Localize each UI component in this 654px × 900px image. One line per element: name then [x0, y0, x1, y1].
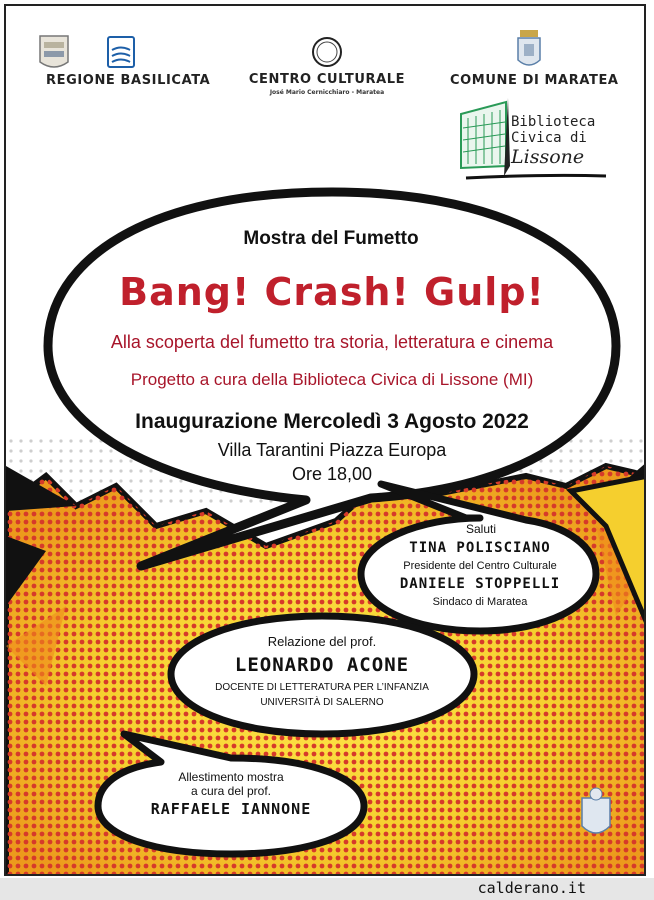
event-title: Bang! Crash! Gulp! [119, 270, 545, 314]
biblioteca-line1: Biblioteca [511, 114, 596, 130]
saluti-speaker1-name: TINA POLISCIANO [409, 540, 551, 556]
relazione-heading: Relazione del prof. [267, 634, 377, 649]
regione-coat-of-arms-icon [40, 36, 68, 67]
saluti-speaker1-role: Presidente del Centro Culturale [403, 560, 557, 572]
allestimento-name: RAFFAELE IANNONE [150, 800, 312, 818]
centro-culturale-label: CENTRO CULTURALE [248, 72, 406, 87]
centro-culturale-logo-icon [313, 38, 341, 66]
allestimento-line2: a cura del prof. [190, 784, 272, 798]
comune-coat-of-arms-icon [518, 30, 540, 65]
allestimento-line1: Allestimento mostra [178, 770, 284, 784]
regione-label: REGIONE BASILICATA [46, 73, 211, 88]
event-inauguration: Inaugurazione Mercoledì 3 Agosto 2022 [135, 410, 529, 433]
poster [4, 4, 646, 876]
biblioteca-logo-text [511, 114, 595, 168]
footer-site-link[interactable]: calderano.it [477, 879, 586, 897]
event-label: Mostra del Fumetto [243, 228, 419, 249]
centro-culturale-subtitle: José Mario Cernicchiaro - Maratea [269, 89, 385, 96]
saluti-heading: Saluti [465, 522, 497, 536]
event-venue: Villa Tarantini Piazza Europa [217, 440, 447, 460]
relazione-role1: DOCENTE DI LETTERATURA PER L’INFANZIA [215, 682, 429, 693]
relazione-name: LEONARDO ACONE [234, 654, 410, 676]
footer-bar [0, 878, 654, 900]
comune-label: COMUNE DI MARATEA [450, 73, 619, 88]
event-subtitle: Alla scoperta del fumetto tra storia, letteratura e cinema [110, 332, 554, 352]
event-time: Ore 18,00 [291, 464, 373, 484]
biblioteca-line3: Lissone [511, 146, 585, 168]
relazione-role2: UNIVERSITÀ DI SALERNO [260, 697, 384, 708]
saluti-speaker2-name: DANIELE STOPPELLI [399, 576, 561, 592]
regione-flag-icon [108, 37, 134, 67]
event-project: Progetto a cura della Biblioteca Civica di Lissone (MI) [130, 370, 534, 389]
biblioteca-line2: Civica di [511, 130, 587, 146]
saluti-speaker2-role: Sindaco di Maratea [432, 596, 528, 608]
